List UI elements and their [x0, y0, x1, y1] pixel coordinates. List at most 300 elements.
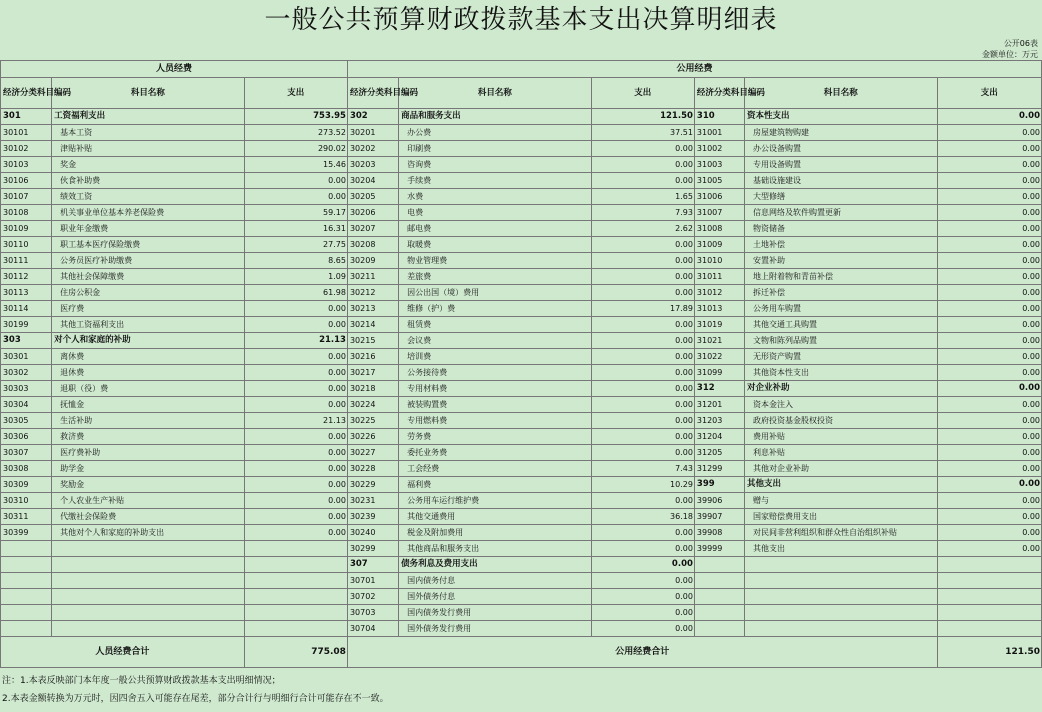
cell-amount: 2.62: [591, 221, 694, 237]
cell-amount: 0.00: [937, 525, 1041, 541]
form-number: 公开06表: [1003, 39, 1038, 48]
cell-name: 代缴社会保险费: [52, 509, 245, 525]
cell-amount: 0.00: [937, 509, 1041, 525]
cell-code: 30303: [1, 381, 52, 397]
cell-code: 30302: [1, 365, 52, 381]
cell-amount: 0.00: [591, 397, 694, 413]
cell-name: 被装购置费: [399, 397, 592, 413]
cell-code: 30101: [1, 125, 52, 141]
table-row: [1, 253, 1042, 269]
cell-amount: 0.00: [244, 381, 347, 397]
cell-code: 312: [694, 381, 744, 397]
table-row: [1, 365, 1042, 381]
cell-name: 其他社会保障缴费: [52, 269, 245, 285]
cell-code: 30307: [1, 445, 52, 461]
cell-code: 303: [1, 333, 52, 349]
table-row: [1, 397, 1042, 413]
cell-name: 邮电费: [399, 221, 592, 237]
cell-name: 专用燃料费: [399, 413, 592, 429]
cell-code: 310: [694, 109, 744, 125]
unit-info: [982, 38, 1038, 60]
cell-amount: 1.65: [591, 189, 694, 205]
cell-name: 咨询费: [399, 157, 592, 173]
cell-name: 医疗费补助: [52, 445, 245, 461]
cell-amount: [937, 573, 1041, 589]
cell-code: 30701: [347, 573, 398, 589]
cell-amount: 0.00: [244, 477, 347, 493]
cell-name: [745, 605, 938, 621]
personnel-total-value: 775.08: [244, 637, 347, 668]
cell-code: 30309: [1, 477, 52, 493]
cell-code: 31299: [694, 461, 744, 477]
cell-amount: 0.00: [937, 349, 1041, 365]
cell-amount: 0.00: [937, 253, 1041, 269]
table-row: [1, 509, 1042, 525]
cell-code: [694, 589, 744, 605]
cell-amount: 10.29: [591, 477, 694, 493]
cell-code: 307: [347, 557, 398, 573]
cell-name: [745, 589, 938, 605]
cell-amount: 61.98: [244, 285, 347, 301]
cell-amount: 0.00: [244, 173, 347, 189]
public-total-value: 121.50: [937, 637, 1041, 668]
cell-amount: 0.00: [244, 445, 347, 461]
cell-amount: 121.50: [591, 109, 694, 125]
cell-name: 费用补贴: [745, 429, 938, 445]
cell-name: 基本工资: [52, 125, 245, 141]
cell-code: [1, 557, 52, 573]
table-row: [1, 493, 1042, 509]
cell-amount: 7.93: [591, 205, 694, 221]
cell-name: 会议费: [399, 333, 592, 349]
cell-code: 30102: [1, 141, 52, 157]
cell-code: 30114: [1, 301, 52, 317]
cell-name: 大型修缮: [745, 189, 938, 205]
col-code-header: 经济分类科目编码: [694, 78, 744, 109]
cell-amount: 0.00: [591, 269, 694, 285]
public-header: 公用经费: [347, 61, 1041, 78]
table-row: [1, 109, 1042, 125]
cell-name: 国外债务付息: [399, 589, 592, 605]
table-row: [1, 349, 1042, 365]
cell-name: 其他商品和服务支出: [399, 541, 592, 557]
cell-name: 对民间非营利组织和群众性自治组织补贴: [745, 525, 938, 541]
cell-name: [52, 573, 245, 589]
cell-amount: 0.00: [937, 109, 1041, 125]
cell-amount: 0.00: [244, 301, 347, 317]
cell-code: 30702: [347, 589, 398, 605]
cell-amount: 0.00: [937, 221, 1041, 237]
cell-name: 商品和服务支出: [399, 109, 592, 125]
cell-name: 个人农业生产补贴: [52, 493, 245, 509]
cell-code: 30207: [347, 221, 398, 237]
table-row: [1, 621, 1042, 637]
table-row: [1, 157, 1042, 173]
cell-name: 手续费: [399, 173, 592, 189]
cell-name: 物业管理费: [399, 253, 592, 269]
page-title: 一般公共预算财政拨款基本支出决算明细表: [264, 5, 778, 35]
cell-code: 31009: [694, 237, 744, 253]
cell-name: 伙食补助费: [52, 173, 245, 189]
cell-code: 30205: [347, 189, 398, 205]
cell-name: 工资福利支出: [52, 109, 245, 125]
cell-name: 奖励金: [52, 477, 245, 493]
cell-code: 30214: [347, 317, 398, 333]
cell-name: 安置补助: [745, 253, 938, 269]
cell-code: 30216: [347, 349, 398, 365]
cell-name: 房屋建筑物购建: [745, 125, 938, 141]
cell-name: 对企业补助: [745, 381, 938, 397]
cell-code: 31022: [694, 349, 744, 365]
table-row: [1, 589, 1042, 605]
cell-amount: 0.00: [937, 285, 1041, 301]
cell-name: 对个人和家庭的补助: [52, 333, 245, 349]
cell-code: 30227: [347, 445, 398, 461]
cell-name: 土地补偿: [745, 237, 938, 253]
cell-amount: 0.00: [244, 365, 347, 381]
cell-amount: 0.00: [937, 445, 1041, 461]
cell-code: 30229: [347, 477, 398, 493]
cell-code: 30213: [347, 301, 398, 317]
cell-name: [745, 573, 938, 589]
cell-code: 30239: [347, 509, 398, 525]
cell-name: 水费: [399, 189, 592, 205]
cell-amount: [244, 605, 347, 621]
expenditure-table: [0, 60, 1042, 668]
cell-amount: 0.00: [244, 509, 347, 525]
table-row: [1, 605, 1042, 621]
cell-code: 30109: [1, 221, 52, 237]
cell-name: [52, 621, 245, 637]
cell-amount: 21.13: [244, 413, 347, 429]
col-amount-header: 支出: [591, 78, 694, 109]
cell-code: [694, 573, 744, 589]
cell-amount: 0.00: [937, 413, 1041, 429]
cell-code: 301: [1, 109, 52, 125]
cell-amount: 59.17: [244, 205, 347, 221]
cell-name: [745, 621, 938, 637]
personnel-total-label: 人员经费合计: [1, 637, 245, 668]
cell-name: 国内债务付息: [399, 573, 592, 589]
cell-code: 31008: [694, 221, 744, 237]
cell-name: 资本性支出: [745, 109, 938, 125]
cell-name: 基础设施建设: [745, 173, 938, 189]
cell-code: 31203: [694, 413, 744, 429]
cell-name: 医疗费: [52, 301, 245, 317]
table-row: [1, 381, 1042, 397]
cell-amount: [244, 541, 347, 557]
cell-code: [694, 605, 744, 621]
cell-name: 工会经费: [399, 461, 592, 477]
cell-code: 39908: [694, 525, 744, 541]
cell-name: 其他资本性支出: [745, 365, 938, 381]
cell-code: 30228: [347, 461, 398, 477]
cell-amount: 37.51: [591, 125, 694, 141]
cell-code: 31099: [694, 365, 744, 381]
cell-name: 职工基本医疗保险缴费: [52, 237, 245, 253]
cell-code: 31021: [694, 333, 744, 349]
cell-name: 拆迁补偿: [745, 285, 938, 301]
cell-name: 其他交通费用: [399, 509, 592, 525]
cell-amount: 0.00: [244, 189, 347, 205]
cell-amount: 0.00: [591, 493, 694, 509]
cell-name: 助学金: [52, 461, 245, 477]
cell-code: 30202: [347, 141, 398, 157]
table-row: [1, 173, 1042, 189]
cell-code: 30201: [347, 125, 398, 141]
cell-name: [52, 589, 245, 605]
cell-name: 其他支出: [745, 541, 938, 557]
cell-code: 30110: [1, 237, 52, 253]
cell-code: 39907: [694, 509, 744, 525]
cell-code: 31010: [694, 253, 744, 269]
cell-name: 维修（护）费: [399, 301, 592, 317]
cell-name: 差旅费: [399, 269, 592, 285]
cell-amount: 0.00: [591, 157, 694, 173]
cell-name: 公务接待费: [399, 365, 592, 381]
table-row: [1, 333, 1042, 349]
col-code-header: 经济分类科目编码: [347, 78, 398, 109]
cell-code: 31204: [694, 429, 744, 445]
cell-code: 31012: [694, 285, 744, 301]
cell-amount: 0.00: [591, 317, 694, 333]
cell-amount: 753.95: [244, 109, 347, 125]
cell-code: 399: [694, 477, 744, 493]
cell-name: 其他工资福利支出: [52, 317, 245, 333]
cell-amount: 17.89: [591, 301, 694, 317]
cell-code: 30225: [347, 413, 398, 429]
cell-amount: 0.00: [937, 317, 1041, 333]
table-row: [1, 461, 1042, 477]
cell-name: 奖金: [52, 157, 245, 173]
cell-amount: 0.00: [591, 141, 694, 157]
cell-code: 30199: [1, 317, 52, 333]
cell-code: 31205: [694, 445, 744, 461]
cell-amount: 16.31: [244, 221, 347, 237]
cell-code: 30208: [347, 237, 398, 253]
cell-code: 30703: [347, 605, 398, 621]
cell-name: 退休费: [52, 365, 245, 381]
cell-amount: 0.00: [244, 525, 347, 541]
cell-amount: 0.00: [937, 189, 1041, 205]
cell-code: [1, 541, 52, 557]
cell-amount: 0.00: [591, 573, 694, 589]
cell-name: 债务利息及费用支出: [399, 557, 592, 573]
cell-code: 31019: [694, 317, 744, 333]
cell-name: 委托业务费: [399, 445, 592, 461]
cell-amount: 0.00: [244, 397, 347, 413]
col-amount-header: 支出: [937, 78, 1041, 109]
amount-unit: 金额单位：万元: [982, 50, 1038, 59]
cell-amount: 0.00: [591, 541, 694, 557]
cell-code: 30231: [347, 493, 398, 509]
cell-name: 物资储备: [745, 221, 938, 237]
cell-name: 公务员医疗补助缴费: [52, 253, 245, 269]
cell-code: 30215: [347, 333, 398, 349]
cell-amount: 7.43: [591, 461, 694, 477]
cell-amount: [937, 589, 1041, 605]
cell-name: 抚恤金: [52, 397, 245, 413]
cell-amount: 8.65: [244, 253, 347, 269]
cell-amount: 0.00: [937, 429, 1041, 445]
cell-name: 其他对个人和家庭的补助支出: [52, 525, 245, 541]
cell-name: [52, 541, 245, 557]
cell-code: 30306: [1, 429, 52, 445]
cell-code: 30217: [347, 365, 398, 381]
cell-code: 31013: [694, 301, 744, 317]
cell-amount: 0.00: [591, 413, 694, 429]
cell-code: 30311: [1, 509, 52, 525]
cell-amount: 1.09: [244, 269, 347, 285]
cell-name: 办公费: [399, 125, 592, 141]
cell-name: 信息网络及软件购置更新: [745, 205, 938, 221]
cell-amount: 273.52: [244, 125, 347, 141]
cell-amount: 0.00: [591, 285, 694, 301]
cell-name: 税金及附加费用: [399, 525, 592, 541]
cell-amount: 0.00: [591, 589, 694, 605]
cell-code: 30112: [1, 269, 52, 285]
table-row: [1, 221, 1042, 237]
cell-code: 30299: [347, 541, 398, 557]
cell-code: 30103: [1, 157, 52, 173]
cell-name: 印刷费: [399, 141, 592, 157]
cell-name: 其他支出: [745, 477, 938, 493]
cell-code: [694, 621, 744, 637]
cell-code: [1, 573, 52, 589]
table-row: [1, 557, 1042, 573]
cell-code: [1, 589, 52, 605]
cell-amount: 0.00: [937, 237, 1041, 253]
cell-amount: 0.00: [937, 301, 1041, 317]
notes: [2, 672, 389, 708]
cell-name: [52, 557, 245, 573]
cell-code: 30301: [1, 349, 52, 365]
cell-name: 劳务费: [399, 429, 592, 445]
cell-code: 30218: [347, 381, 398, 397]
col-amount-header: 支出: [244, 78, 347, 109]
cell-name: 专用材料费: [399, 381, 592, 397]
cell-amount: 0.00: [591, 237, 694, 253]
cell-code: 302: [347, 109, 398, 125]
cell-name: 政府投资基金股权投资: [745, 413, 938, 429]
cell-code: 30111: [1, 253, 52, 269]
cell-code: 31011: [694, 269, 744, 285]
table-row: [1, 445, 1042, 461]
cell-amount: 0.00: [244, 493, 347, 509]
cell-amount: [244, 573, 347, 589]
cell-amount: 21.13: [244, 333, 347, 349]
cell-name: [745, 557, 938, 573]
cell-name: 生活补助: [52, 413, 245, 429]
cell-name: 职业年金缴费: [52, 221, 245, 237]
cell-name: 专用设备购置: [745, 157, 938, 173]
cell-name: 离休费: [52, 349, 245, 365]
cell-amount: 0.00: [591, 605, 694, 621]
table-row: [1, 141, 1042, 157]
cell-amount: 36.18: [591, 509, 694, 525]
table-row: [1, 237, 1042, 253]
table-row: [1, 413, 1042, 429]
cell-name: 利息补贴: [745, 445, 938, 461]
cell-amount: 0.00: [244, 461, 347, 477]
cell-amount: 0.00: [937, 461, 1041, 477]
table-row: [1, 285, 1042, 301]
cell-amount: 0.00: [244, 429, 347, 445]
cell-name: 文物和陈列品购置: [745, 333, 938, 349]
cell-name: 取暖费: [399, 237, 592, 253]
cell-name: 资本金注入: [745, 397, 938, 413]
cell-code: 30240: [347, 525, 398, 541]
cell-amount: 0.00: [937, 205, 1041, 221]
cell-code: 30106: [1, 173, 52, 189]
cell-amount: [937, 605, 1041, 621]
cell-amount: 0.00: [591, 365, 694, 381]
cell-amount: [244, 557, 347, 573]
cell-code: [1, 605, 52, 621]
cell-amount: 0.00: [937, 477, 1041, 493]
cell-amount: 0.00: [591, 557, 694, 573]
cell-code: 30206: [347, 205, 398, 221]
cell-code: 30209: [347, 253, 398, 269]
table-row: [1, 317, 1042, 333]
cell-amount: [244, 589, 347, 605]
cell-name: 办公设备购置: [745, 141, 938, 157]
cell-amount: 27.75: [244, 237, 347, 253]
col-code-header: 经济分类科目编码: [1, 78, 52, 109]
cell-amount: 15.46: [244, 157, 347, 173]
cell-name: 国家赔偿费用支出: [745, 509, 938, 525]
cell-code: 31005: [694, 173, 744, 189]
cell-name: 住房公积金: [52, 285, 245, 301]
cell-code: 30305: [1, 413, 52, 429]
cell-code: 30212: [347, 285, 398, 301]
cell-amount: 0.00: [937, 397, 1041, 413]
cell-code: 30399: [1, 525, 52, 541]
cell-amount: 0.00: [244, 349, 347, 365]
cell-name: 租赁费: [399, 317, 592, 333]
cell-code: 30704: [347, 621, 398, 637]
cell-name: 地上附着物和青苗补偿: [745, 269, 938, 285]
personnel-header: 人员经费: [1, 61, 348, 78]
cell-code: 30304: [1, 397, 52, 413]
cell-code: 30224: [347, 397, 398, 413]
table-row: [1, 525, 1042, 541]
cell-code: 30108: [1, 205, 52, 221]
cell-code: 30211: [347, 269, 398, 285]
cell-amount: 0.00: [244, 317, 347, 333]
cell-name: 救济费: [52, 429, 245, 445]
note-line: 注：1.本表反映部门本年度一般公共预算财政拨款基本支出明细情况；: [2, 676, 281, 686]
cell-code: [1, 621, 52, 637]
cell-amount: 0.00: [591, 525, 694, 541]
cell-name: 其他交通工具购置: [745, 317, 938, 333]
table-row: [1, 541, 1042, 557]
cell-code: 31002: [694, 141, 744, 157]
cell-amount: 0.00: [591, 173, 694, 189]
cell-code: 30204: [347, 173, 398, 189]
cell-name: 退职（役）费: [52, 381, 245, 397]
col-name-header: 科目名称: [399, 78, 592, 109]
cell-name: 赠与: [745, 493, 938, 509]
cell-amount: [937, 621, 1041, 637]
cell-amount: 0.00: [937, 141, 1041, 157]
table-row: [1, 301, 1042, 317]
cell-amount: 0.00: [591, 349, 694, 365]
cell-code: 39906: [694, 493, 744, 509]
cell-amount: [937, 557, 1041, 573]
cell-amount: 0.00: [591, 621, 694, 637]
cell-code: 30308: [1, 461, 52, 477]
